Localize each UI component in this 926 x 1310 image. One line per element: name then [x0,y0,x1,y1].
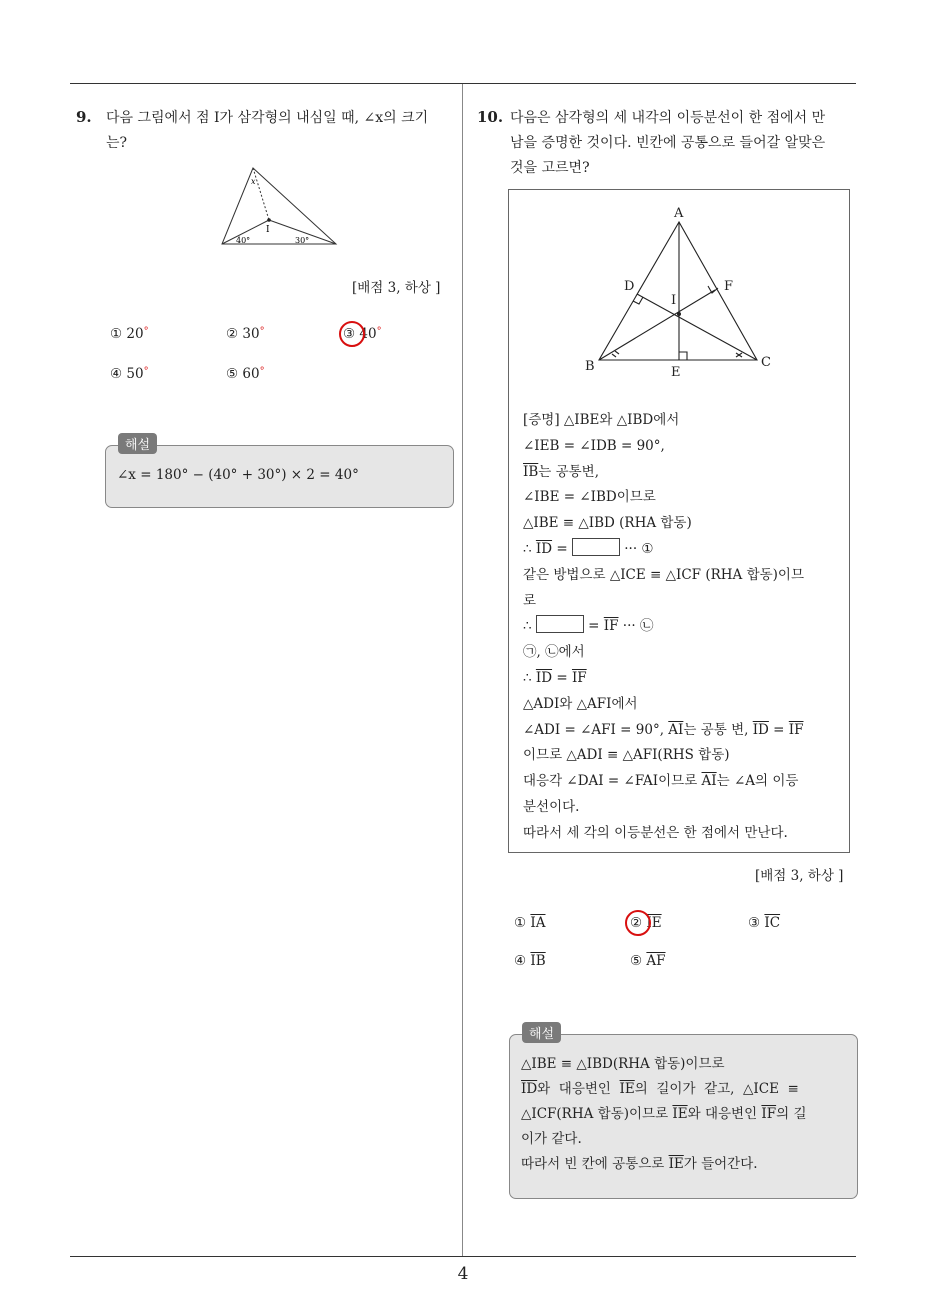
proof-text: = [552,669,572,686]
solution-text: 가 들어간다. [683,1156,758,1172]
choice-mark: ⑤ [630,953,643,969]
solution-text: △ICF(RHA 합동)이므로 [521,1106,673,1122]
solution-line: 이가 같다. [521,1131,582,1147]
segment: $\overline{IE}$ [672,1106,688,1122]
q10-solution-text [521,1052,847,1177]
solution-text: 따라서 빈 칸에 공통으로 [521,1156,669,1172]
q9-text [106,106,428,156]
segment: $\overline{ID}$ [535,669,553,686]
solution-text: 와 대응변인 [537,1081,620,1097]
proof-text: ∴ [523,669,536,686]
solution-text: 와 대응변인 [687,1106,762,1122]
proof-line: 분선이다. [523,798,580,815]
q9-answer-circle [339,321,365,347]
segment: $\overline{ID}$ [521,1081,538,1097]
q10-score: [배점 3, 하상 ] [755,868,844,884]
q10-label-b: B [585,359,595,374]
q10-triangle-figure [509,190,849,390]
proof-line [523,460,843,486]
solution-text: 의 길 [776,1106,807,1122]
bottom-rule [70,1256,856,1257]
segment: $\overline{AI}$ [668,721,684,738]
q9-label-30: 30° [295,236,310,245]
q10-number: 10. [477,108,504,126]
choice-mark: ⑤ [226,366,239,382]
proof-text: 는 ∠A의 이등 [716,773,799,790]
segment: $\overline{IE}$ [619,1081,635,1097]
choice-mark: ② [630,915,643,931]
segment: $\overline{IF}$ [788,721,804,738]
choice-value: 50 [126,366,144,382]
q9-number: 9. [76,108,92,126]
q10-proof-text [523,408,843,847]
choice-value: 20 [126,326,144,342]
segment: $\overline{ID}$ [752,721,769,738]
q10-choice-4[interactable] [514,953,546,969]
proof-text: ∴ [523,618,536,635]
choice-mark: ① [514,915,527,931]
segment: $\overline{ID}$ [535,540,553,557]
proof-text: = [552,540,572,557]
choice-segment: $\overline{IC}$ [764,915,781,931]
choice-mark: ③ [748,915,761,931]
degree-symbol: ° [376,326,382,337]
proof-text: ··· ㉡ [618,618,654,635]
proof-line: [증명] △IBE와 △IBD에서 [523,412,680,428]
segment: $\overline{IB}$ [523,463,539,480]
proof-text: ··· ① [619,540,654,557]
solution-text: 의 길이가 같고, △ICE ≡ [634,1081,799,1097]
proof-line: ∠IBE = ∠IBD이므로 [523,489,656,506]
blank-box-1 [572,538,620,556]
q9-choice-4[interactable] [110,366,149,382]
proof-text: = [768,721,789,738]
q10-label-d: D [624,279,635,294]
q9-triangle-figure [215,162,345,252]
choice-value: 40 [359,326,377,342]
proof-line: ㉠, ㉡에서 [523,644,585,661]
solution-line: △IBE ≡ △IBD(RHA 합동)이므로 [521,1056,725,1072]
proof-text: 대응각 ∠DAI = ∠FAI이므로 [523,773,702,790]
blank-box-2 [536,615,584,633]
q10-proof-box [508,189,850,853]
proof-line [523,718,843,744]
q9-label-i: I [266,225,270,235]
q9-text-line1: 다음 그림에서 점 I가 삼각형의 내심일 때, ∠x의 크기 [106,110,429,126]
choice-segment: $\overline{IE}$ [646,915,662,931]
proof-line [523,537,843,563]
segment: $\overline{IF}$ [761,1106,777,1122]
q9-solution-tag: 해설 [118,433,157,454]
degree-symbol: ° [259,366,265,377]
solution-line [521,1152,847,1177]
page-number: 4 [457,1264,469,1284]
proof-text: 는 공통변, [538,463,600,480]
q9-label-40: 40° [236,236,251,245]
q9-solution-text: ∠x = 180° − (40° + 30°) × 2 = 40° [117,467,359,483]
segment: $\overline{AI}$ [701,773,717,790]
choice-segment: $\overline{IB}$ [530,953,546,969]
q10-label-c: C [761,355,771,370]
q10-text-line2: 남을 증명한 것이다. 빈칸에 공통으로 들어갈 알맞은 [510,135,826,151]
segment: $\overline{IF}$ [603,618,619,635]
q10-choice-5[interactable] [630,953,666,969]
q10-label-i: I [671,293,677,308]
q10-answer-circle [625,910,651,936]
q9-text-line2: 는? [106,135,128,151]
q10-text [510,106,825,181]
q10-solution-tag: 해설 [522,1022,561,1043]
choice-value: 30 [242,326,260,342]
q10-choice-1[interactable] [514,915,546,931]
q10-label-e: E [671,365,681,380]
choice-mark: ④ [514,953,527,969]
q10-label-a: A [674,206,684,221]
proof-line: ∠IEB = ∠IDB = 90°, [523,437,665,454]
degree-symbol: ° [143,366,149,377]
proof-line [523,614,843,640]
proof-text: = [583,618,604,635]
q10-text-line3: 것을 고르면? [510,160,590,176]
choice-mark: ④ [110,366,123,382]
choice-segment: $\overline{IA}$ [530,915,546,931]
proof-line: △IBE ≡ △IBD (RHA 합동) [523,515,692,532]
q10-label-f: F [724,279,734,294]
top-rule [70,83,856,84]
proof-line: △ADI와 △AFI에서 [523,695,638,712]
solution-line [521,1077,847,1102]
segment: $\overline{IE}$ [668,1156,684,1172]
q9-choice-1[interactable] [110,326,149,342]
choice-segment: $\overline{AF}$ [646,953,666,969]
proof-line: 로 [523,592,537,609]
proof-line: 같은 방법으로 △ICE ≡ △ICF (RHA 합동)이므 [523,566,804,583]
proof-line: 따라서 세 각의 이등분선은 한 점에서 만난다. [523,824,788,841]
q10-choice-3[interactable] [748,915,780,931]
q9-label-x: x [251,177,256,186]
proof-text: ∴ [523,540,536,557]
q9-score: [배점 3, 하상 ] [352,280,441,296]
solution-line [521,1102,847,1127]
proof-text: ∠ADI = ∠AFI = 90°, [523,721,669,738]
degree-symbol: ° [143,326,149,337]
q9-choice-5[interactable] [226,366,265,382]
segment: $\overline{IF}$ [571,669,587,686]
proof-text: 는 공통 변, [683,721,753,738]
choice-mark: ② [226,326,239,342]
choice-mark: ① [110,326,123,342]
proof-line [523,666,843,692]
proof-line [523,769,843,795]
q10-text-line1: 다음은 삼각형의 세 내각의 이등분선이 한 점에서 만 [510,110,826,126]
column-divider [462,84,463,1256]
degree-symbol: ° [259,326,265,337]
choice-mark: ③ [343,326,356,342]
q9-choice-2[interactable] [226,326,265,342]
proof-line: 이므로 △ADI ≡ △AFI(RHS 합동) [523,747,730,764]
choice-value: 60 [242,366,260,382]
